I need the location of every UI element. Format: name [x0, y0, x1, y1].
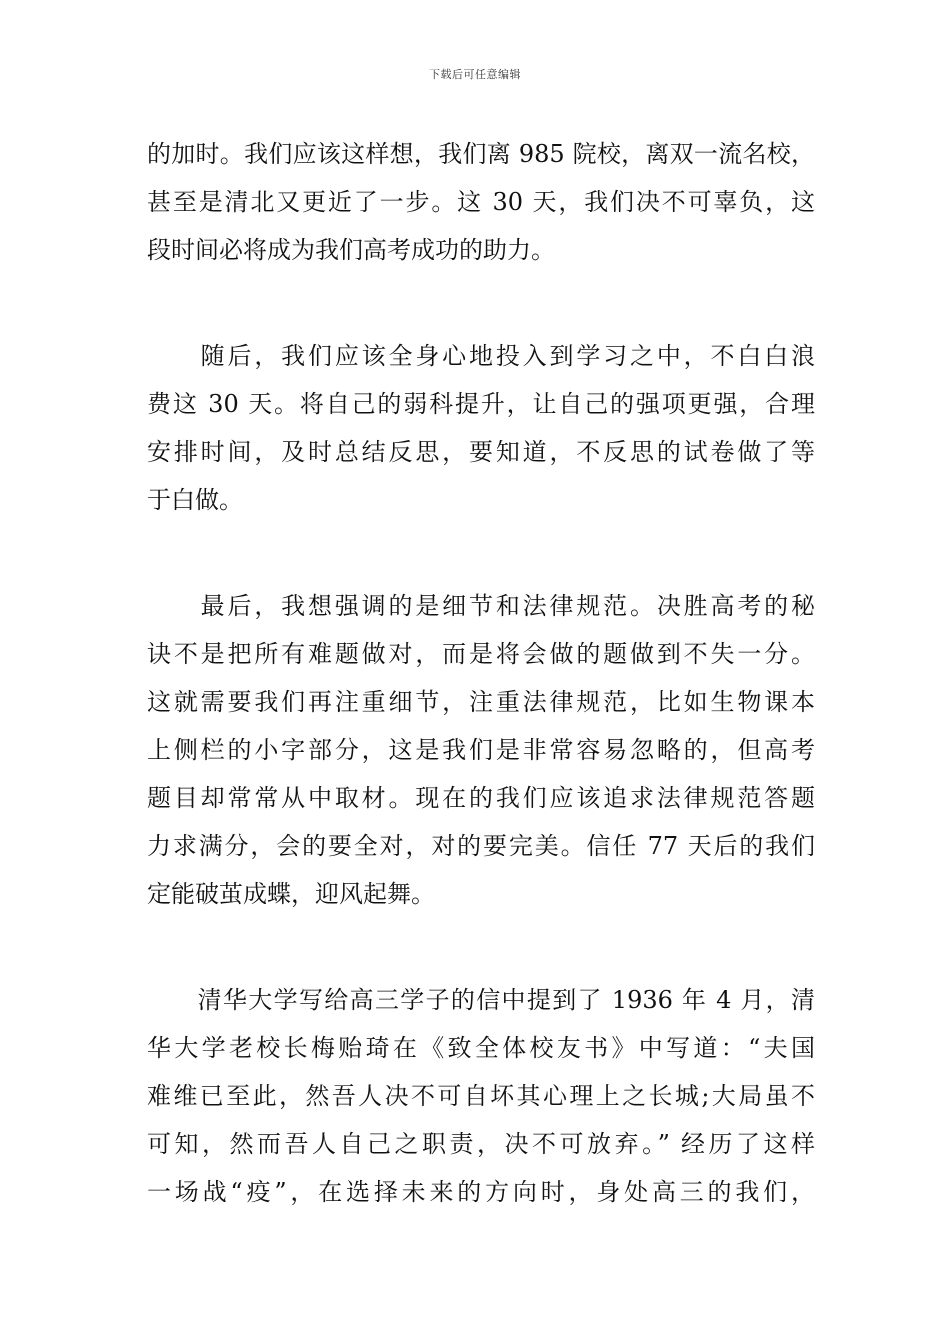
text-line: 题目却常常从中取材。现在的我们应该追求法律规范答题: [147, 784, 815, 812]
text-line: 上侧栏的小字部分，这是我们是非常容易忽略的，但高考: [147, 736, 815, 764]
paragraph-1: [147, 130, 815, 274]
text-line: 一场战“疫”，在选择未来的方向时，身处高三的我们，: [147, 1178, 815, 1206]
text-line: 清华大学写给高三学子的信中提到了 1936 年 4 月，清: [147, 986, 815, 1014]
text-line: 最后，我想强调的是细节和法律规范。决胜高考的秘: [147, 592, 815, 620]
paragraph-3: [147, 582, 815, 918]
text-line: 这就需要我们再注重细节，注重法律规范，比如生物课本: [147, 688, 815, 716]
text-line: 甚至是清北又更近了一步。这 30 天，我们决不可辜负，这: [147, 188, 815, 216]
text-line: 华大学老校长梅贻琦在《致全体校友书》中写道：“夫国: [147, 1034, 815, 1062]
paragraph-2: [147, 332, 815, 524]
paragraph-4: [147, 976, 815, 1216]
text-line: 力求满分，会的要全对，对的要完美。信任 77 天后的我们: [147, 832, 815, 860]
document-body: [147, 130, 815, 1216]
text-line: 定能破茧成蝶，迎风起舞。: [147, 880, 435, 908]
text-line: 难维已至此，然吾人决不可自坏其心理上之长城;大局虽不: [147, 1082, 815, 1110]
text-line: 费这 30 天。将自己的弱科提升，让自己的强项更强，合理: [147, 390, 815, 418]
text-line: 段时间必将成为我们高考成功的助力。: [147, 236, 555, 264]
text-line: 安排时间，及时总结反思，要知道，不反思的试卷做了等: [147, 438, 815, 466]
text-line: 可知，然而吾人自己之职责，决不可放弃。” 经历了这样: [147, 1130, 815, 1158]
text-line: 随后，我们应该全身心地投入到学习之中，不白白浪: [147, 342, 815, 370]
page-header: 下载后可任意编辑: [429, 68, 521, 81]
text-line: 的加时。我们应该这样想，我们离 985 院校，离双一流名校，: [147, 140, 815, 168]
text-line: 于白做。: [147, 486, 243, 514]
text-line: 诀不是把所有难题做对，而是将会做的题做到不失一分。: [147, 640, 815, 668]
